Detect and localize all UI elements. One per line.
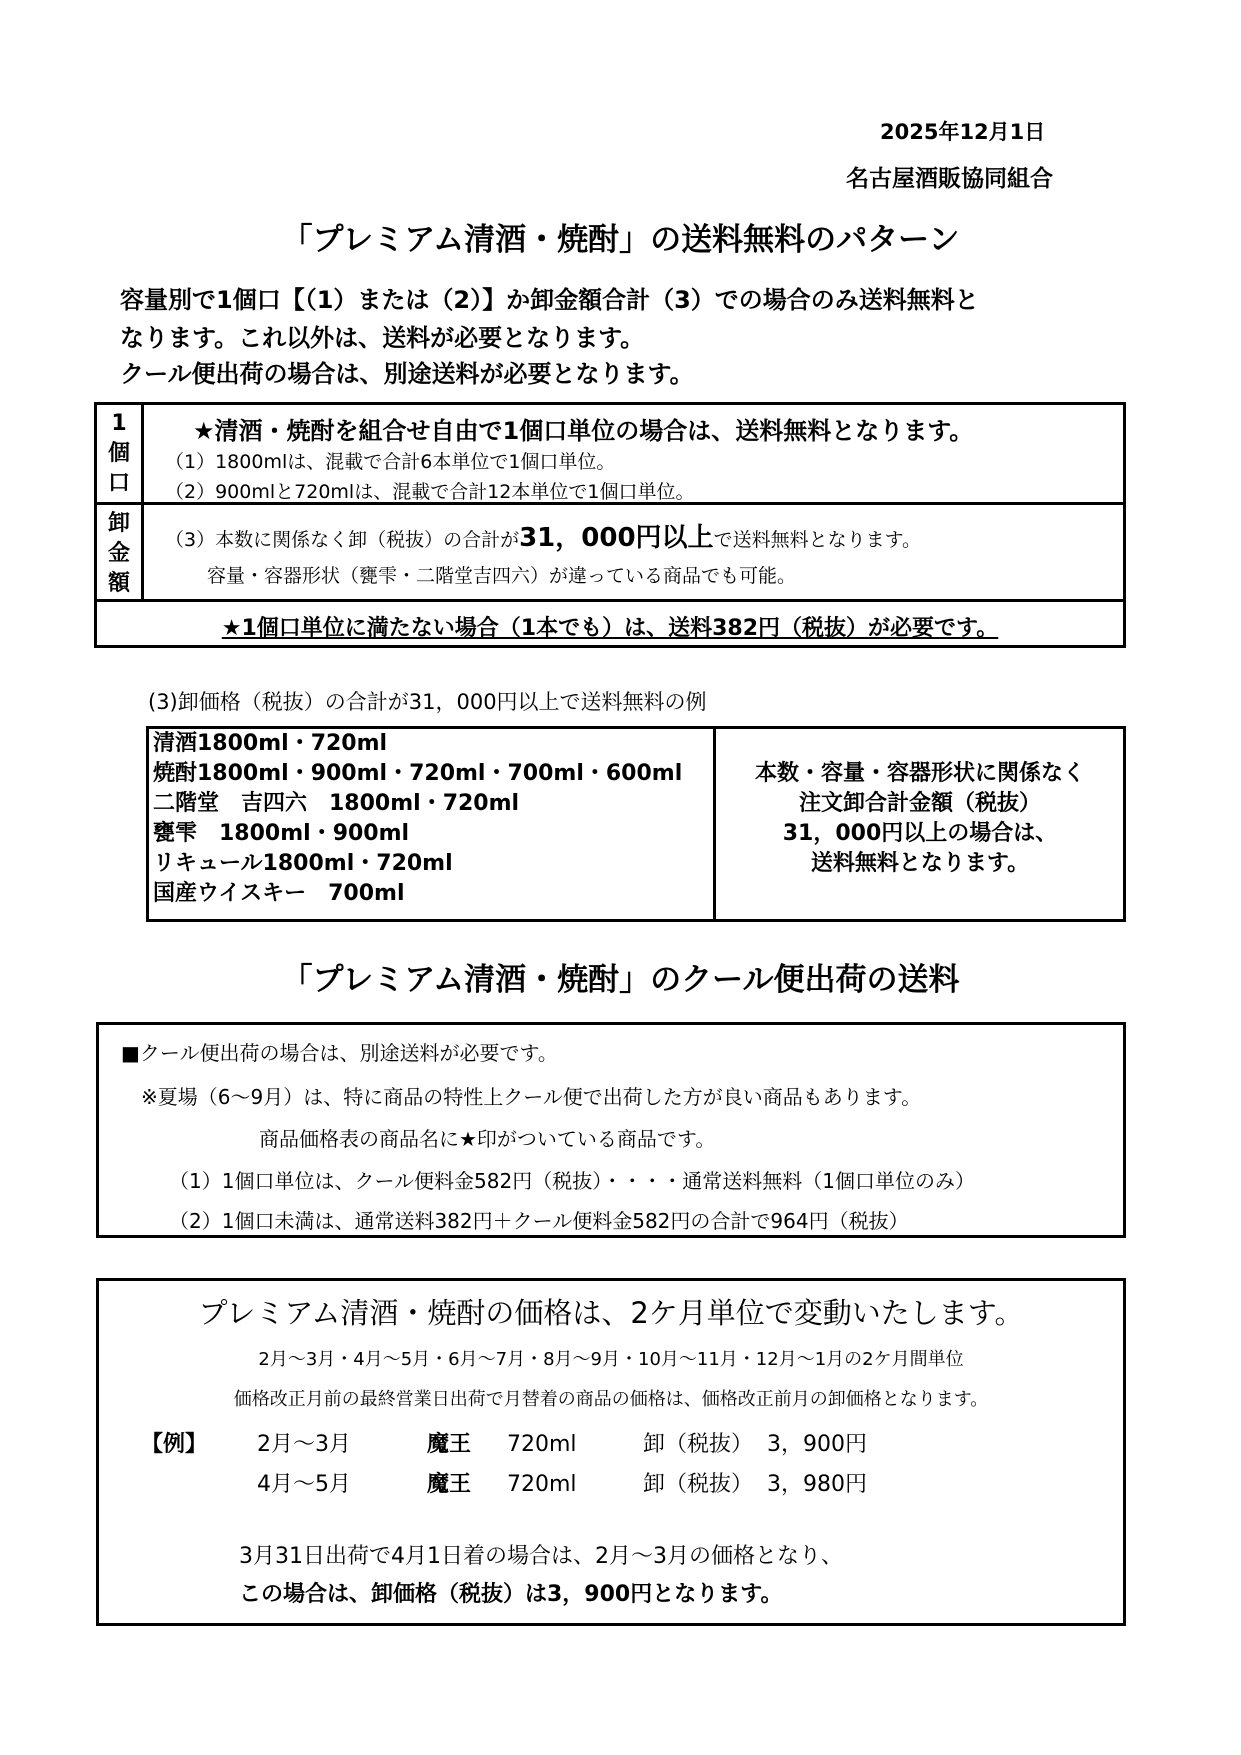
- example-note-line: 送料無料となります。: [810, 851, 1030, 876]
- example-size: 720ml: [507, 1432, 577, 1457]
- product-item: リキュール1800ml・720ml: [153, 851, 453, 876]
- row1-condition-1: （1）1800mlは、混載で合計6本単位で1個口単位。: [165, 451, 616, 473]
- conclusion-line: 3月31日出荷で4月1日着の場合は、2月～3月の価格となり、: [239, 1544, 843, 1569]
- row-label-char: 卸: [107, 511, 130, 536]
- cool-line: 商品価格表の商品名に★印がついている商品です。: [259, 1127, 716, 1151]
- cool-line: ※夏場（6～9月）は、特に商品の特性上クール便で出荷した方が良い商品もあります。: [141, 1085, 922, 1109]
- example-product: 魔王: [427, 1472, 472, 1497]
- row1-heading: ★清酒・焼酎を組合せ自由で1個口単位の場合は、送料無料となります。: [193, 417, 974, 445]
- section3-title: プレミアム清酒・焼酎の価格は、2ケ月単位で変動いたします。: [198, 1296, 1024, 1330]
- row2-condition-pre: （3）本数に関係なく卸（税抜）の合計が: [165, 529, 520, 551]
- example-note-line: 本数・容量・容器形状に関係なく: [754, 761, 1085, 786]
- section1-title: 「プレミアム清酒・焼酎」の送料無料のパターン: [281, 222, 960, 258]
- example-row: [257, 1467, 867, 1498]
- row2-note: 容量・容器形状（甕雫・二階堂吉四六）が違っている商品でも可能。: [207, 565, 797, 587]
- cool-line: （2）1個口未満は、通常送料382円＋クール便料金582円の合計で964円（税抜）: [169, 1209, 909, 1233]
- example-caption: (3)卸価格（税抜）の合計が31，000円以上で送料無料の例: [148, 690, 707, 714]
- free-shipping-conditions-box: [94, 402, 1126, 648]
- organization-name: 名古屋酒販協同組合: [846, 166, 1053, 192]
- example-row: [257, 1427, 867, 1458]
- product-item: 清酒1800ml・720ml: [153, 731, 388, 756]
- price-period-line: 2月～3月・4月～5月・6月～7月・8月～9月・10月～11月・12月～1月の2ケ月間単位: [258, 1349, 964, 1370]
- example-product: 魔王: [427, 1432, 472, 1457]
- intro-line-3: クール便出荷の場合は、別途送料が必要となります。: [120, 360, 694, 388]
- row-label-char: 口: [107, 471, 130, 496]
- product-item: 甕雫 1800ml・900ml: [153, 821, 410, 846]
- example-size: 720ml: [507, 1472, 577, 1497]
- section2-title: 「プレミアム清酒・焼酎」のクール便出荷の送料: [281, 962, 960, 998]
- cool-line: （1）1個口単位は、クール便料金582円（税抜）・・・・通常送料無料（1個口単位のみ）: [169, 1169, 975, 1193]
- row-label-wholesale-amount: [97, 509, 141, 599]
- row1-condition-2: （2）900mlと720mlは、混載で合計12本単位で1個口単位。: [165, 481, 695, 503]
- product-list: [153, 729, 713, 909]
- price-rule-line: 価格改正月前の最終営業日出荷で月替着の商品の価格は、価格改正前月の卸価格となります。: [233, 1389, 989, 1410]
- example-note-line: 31，000円以上の場合は、: [782, 821, 1058, 846]
- minimum-unit-footer: ★1個口単位に満たない場合（1本でも）は、送料382円（税抜）が必要です。: [221, 616, 999, 641]
- row-label-char: 個: [107, 441, 130, 466]
- example-table: [146, 726, 1126, 922]
- row2-condition-post: で送料無料となります。: [713, 529, 922, 551]
- example-price: 3，980円: [767, 1472, 867, 1497]
- row-label-char: 1: [111, 411, 127, 436]
- example-note: [717, 759, 1123, 879]
- row2-condition: [165, 517, 921, 554]
- example-kind: 卸（税抜）: [643, 1472, 754, 1497]
- intro-line-1: 容量別で1個口【（1）または（2）】か卸金額合計（3）での場合のみ送料無料と: [120, 286, 979, 314]
- document-date: 2025年12月1日: [880, 120, 1046, 144]
- example-kind: 卸（税抜）: [643, 1432, 754, 1457]
- example-note-line: 注文卸合計金額（税抜）: [798, 791, 1041, 816]
- example-price: 3，900円: [767, 1432, 867, 1457]
- row-label-char: 額: [107, 571, 130, 596]
- cool-shipping-box: [96, 1022, 1126, 1238]
- example-label: 【例】: [141, 1432, 208, 1457]
- intro-line-2: なります。これ以外は、送料が必要となります。: [120, 324, 645, 352]
- row-label-one-unit: [97, 409, 141, 499]
- product-item: 国産ウイスキー 700ml: [153, 881, 405, 906]
- row-label-char: 金: [107, 541, 130, 566]
- cool-line: ■クール便出荷の場合は、別途送料が必要です。: [121, 1041, 558, 1065]
- price-change-box: [96, 1278, 1126, 1626]
- conclusion-line: この場合は、卸価格（税抜）は3，900円となります。: [239, 1582, 783, 1607]
- row2-threshold-amount: 31，000円以上: [519, 523, 714, 553]
- product-item: 二階堂 吉四六 1800ml・720ml: [153, 791, 520, 816]
- example-months: 2月～3月: [257, 1432, 351, 1457]
- example-months: 4月～5月: [257, 1472, 351, 1497]
- product-item: 焼酎1800ml・900ml・720ml・700ml・600ml: [153, 761, 683, 786]
